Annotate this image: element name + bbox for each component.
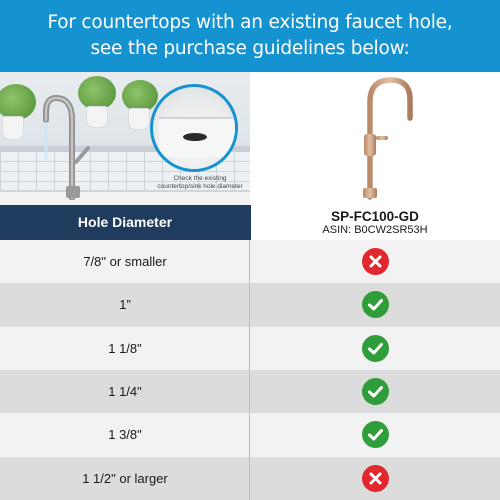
- check-icon: [362, 421, 389, 448]
- herb-plant-left: [0, 84, 36, 120]
- compatibility-cell: [250, 283, 500, 326]
- plant-pot-left: [2, 116, 24, 140]
- compatibility-cell: [250, 457, 500, 500]
- hole-diameter-label: 1”: [119, 297, 131, 313]
- x-icon: [362, 248, 389, 275]
- x-icon: [362, 465, 389, 492]
- check-icon: [362, 335, 389, 362]
- gold-faucet-image: [250, 72, 500, 205]
- header-product: [250, 205, 500, 240]
- check-icon: [362, 291, 389, 318]
- check-icon: [362, 378, 389, 405]
- hole-diameter-label: 7/8" or smaller: [83, 254, 167, 269]
- faucet-hole-icon: [183, 133, 207, 141]
- hole-diameter-label: 1 1/2" or larger: [82, 470, 168, 486]
- kitchen-photo: [0, 72, 250, 205]
- hole-diameter-label: 1 1/8": [108, 340, 142, 356]
- table-row: [0, 283, 500, 326]
- product-photo: [250, 72, 500, 205]
- header-asin: ASIN: B0CW2SR53H: [322, 224, 428, 236]
- table-row: [0, 240, 500, 283]
- inset-caption-line-2: countertop/sink hole diameter: [157, 183, 243, 190]
- compatibility-cell: [250, 370, 500, 413]
- table-header: [0, 205, 500, 240]
- kitchen-counter: [0, 190, 250, 205]
- compatibility-table: [0, 205, 500, 500]
- sink-hole-inset: [150, 84, 238, 172]
- kitchen-faucet-image: [42, 90, 102, 200]
- headline-line-1: For countertops with an existing faucet hole,: [47, 12, 453, 33]
- table-row: [0, 370, 500, 413]
- header-divider: [249, 205, 251, 240]
- headline-line-2: see the purchase guidelines below:: [90, 38, 410, 59]
- photo-row: [0, 72, 500, 205]
- headline-banner: [0, 0, 500, 72]
- hole-diameter-label: 1 3/8": [108, 427, 142, 443]
- table-row: [0, 327, 500, 370]
- inset-caption: [150, 175, 250, 191]
- compatibility-cell: [250, 240, 500, 283]
- header-model: SP-FC100-GD: [331, 209, 419, 224]
- compatibility-cell: [250, 413, 500, 456]
- inset-caption-line-1: Check the existing: [173, 175, 227, 182]
- table-row: [0, 457, 500, 500]
- compatibility-cell: [250, 327, 500, 370]
- table-row: [0, 413, 500, 456]
- hole-diameter-label: 1 1/4": [108, 384, 142, 399]
- header-hole-diameter: Hole Diameter: [77, 214, 173, 230]
- plant-pot-right: [128, 108, 150, 130]
